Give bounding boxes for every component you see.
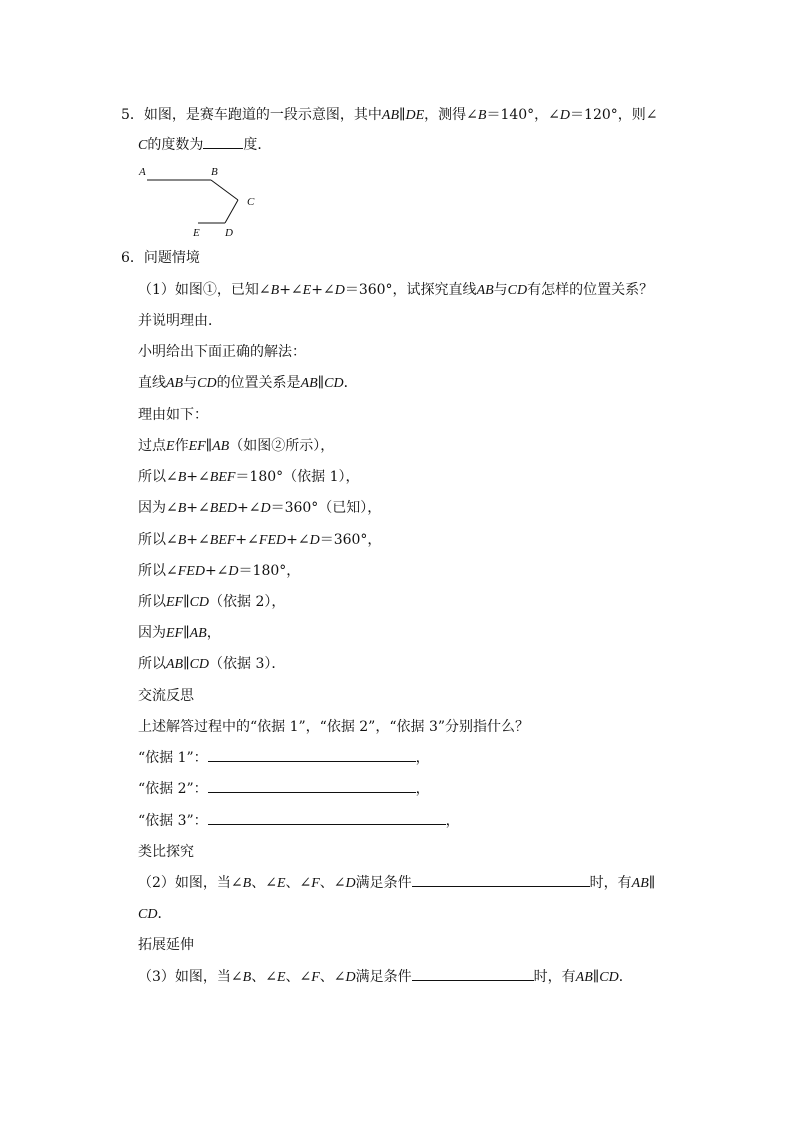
q2-line2: CD． <box>138 906 172 922</box>
basis2-blank[interactable] <box>208 780 416 793</box>
step5-line: 所以∠FED+∠D＝180°， <box>138 563 301 579</box>
extend-title: 拓展延伸 <box>138 937 194 953</box>
step4-line: 所以∠B+∠BEF+∠FED+∠D＝360°， <box>138 532 382 548</box>
xiaoming-line: 小明给出下面正确的解法： <box>138 344 306 360</box>
label-D: D <box>225 227 233 239</box>
problem6-title: 6．问题情境 <box>121 250 200 266</box>
basis1-line: “依据 1”： ， <box>138 750 430 766</box>
label-A: A <box>139 166 146 178</box>
basis3-line: “依据 3”： ， <box>138 813 460 829</box>
step3-line: 因为∠B+∠BED+∠D＝360°（已知）， <box>138 500 382 516</box>
problem-number: 5． <box>121 107 144 123</box>
problem5-line1: 5．如图，是赛车跑道的一段示意图，其中AB∥DE，测得∠B＝140°，∠D＝120°，则∠ <box>121 107 658 123</box>
label-B: B <box>211 166 218 178</box>
q2-blank[interactable] <box>412 874 590 887</box>
race-track-figure <box>135 162 265 240</box>
problem-number: 6． <box>121 250 144 266</box>
step6-line: 所以EF∥CD（依据 2）， <box>138 594 286 610</box>
analog-title: 类比探究 <box>138 844 194 860</box>
step8-line: 所以AB∥CD（依据 3）． <box>138 656 286 672</box>
q3-line: （3）如图，当∠B、∠E、∠F、∠D满足条件 时，有AB∥CD． <box>138 969 633 985</box>
problem5-line2: C的度数为 度． <box>138 137 272 153</box>
basis2-line: “依据 2”： ， <box>138 781 430 797</box>
q2-line1: （2）如图，当∠B、∠E、∠F、∠D满足条件 时，有AB∥ <box>138 875 656 891</box>
segment-BC <box>211 180 238 200</box>
q1-line1: （1）如图①，已知∠B+∠E+∠D＝360°，试探究直线AB与CD有怎样的位置关系？ <box>138 282 654 298</box>
segment-CD <box>225 200 238 223</box>
conclusion-line: 直线AB与CD的位置关系是AB∥CD． <box>138 375 358 391</box>
answer-blank[interactable] <box>203 136 243 149</box>
basis1-blank[interactable] <box>208 749 416 762</box>
label-E: E <box>193 227 200 239</box>
q3-blank[interactable] <box>412 968 534 981</box>
step1-line: 过点E作EF∥AB（如图②所示）， <box>138 438 335 454</box>
step2-line: 所以∠B+∠BEF＝180°（依据 1）， <box>138 469 360 485</box>
reason-line: 理由如下： <box>138 407 208 423</box>
reflect-title: 交流反思 <box>138 688 194 704</box>
label-C: C <box>247 196 255 208</box>
basis3-blank[interactable] <box>208 812 446 825</box>
q1-line2: 并说明理由． <box>138 313 222 329</box>
step7-line: 因为EF∥AB， <box>138 625 221 641</box>
reflect-question: 上述解答过程中的“依据 1”，“依据 2”，“依据 3”分别指什么？ <box>138 719 530 735</box>
